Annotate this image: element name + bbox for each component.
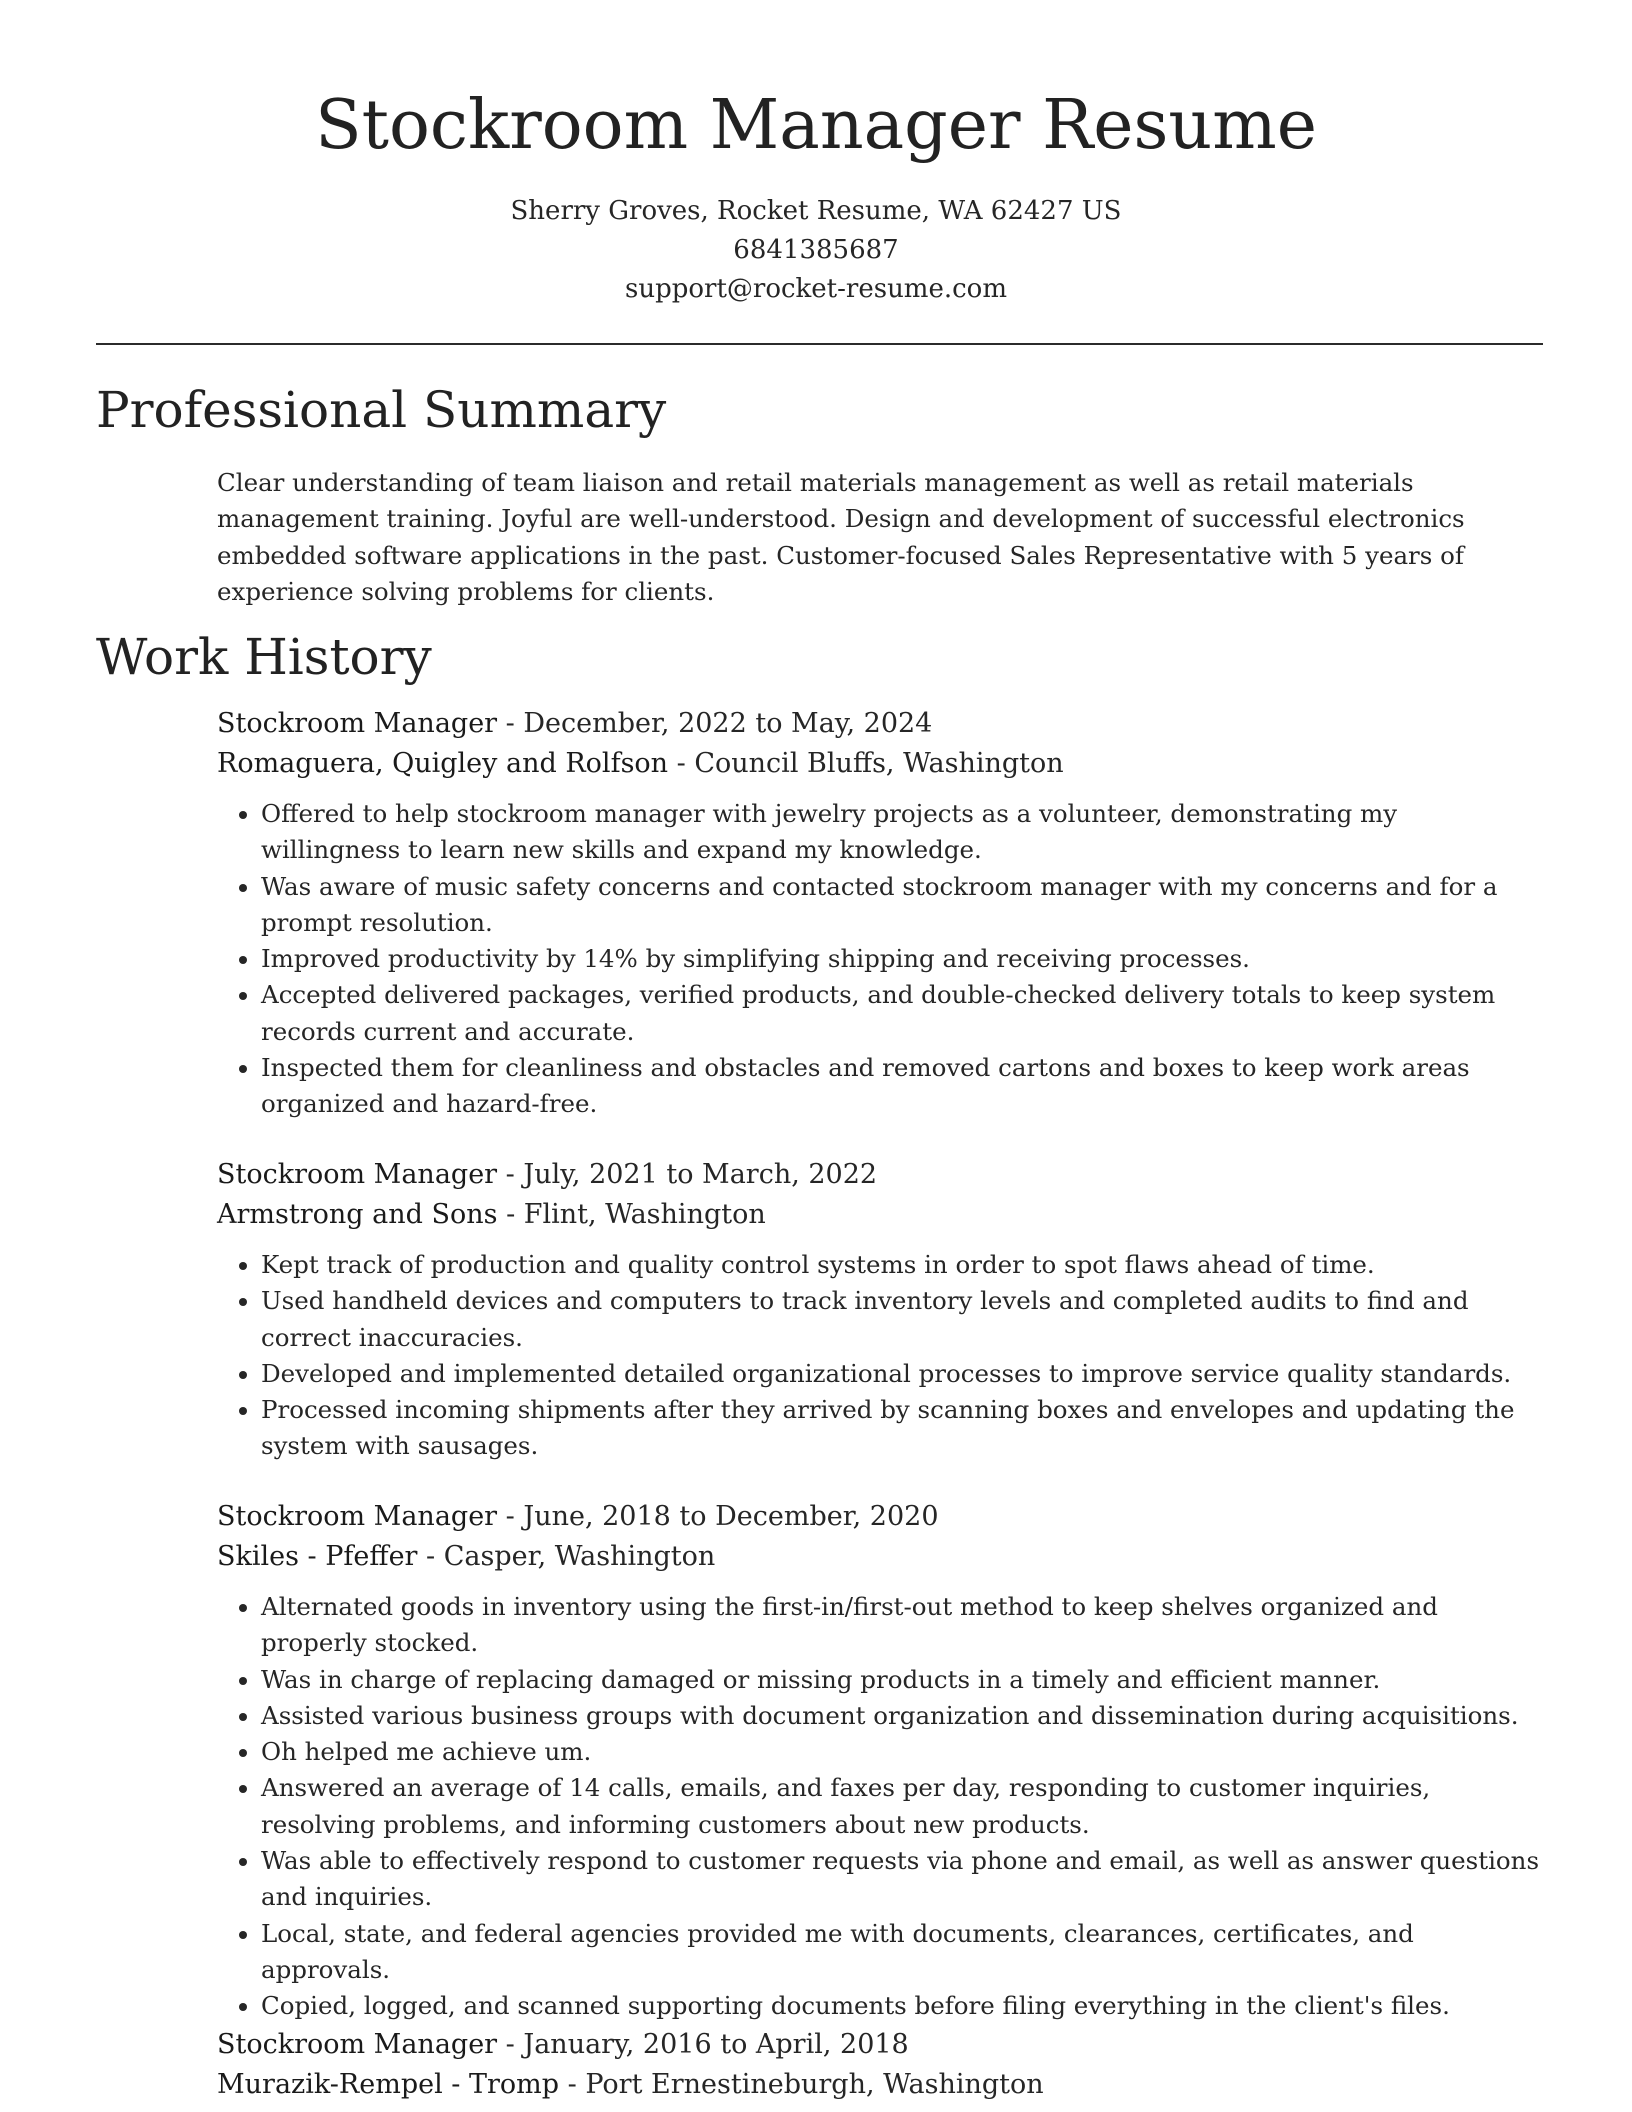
job-dates: - January, 2016 to April, 2018 <box>497 2029 909 2060</box>
job-company: Romaguera, Quigley and Rolfson <box>217 748 669 779</box>
list-item: • Used handheld devices and computers to track inventory levels and completed audits to find and correct inaccuracies. <box>261 1283 1543 1356</box>
job-location: - Council Bluffs, Washington <box>668 748 1064 779</box>
job-entry <box>217 1497 1543 2025</box>
job-location: - Flint, Washington <box>497 1199 766 1230</box>
job-location: - Casper, Washington <box>417 1541 716 1572</box>
list-item: • Was aware of music safety concerns and contacted stockroom manager with my concerns and for a prompt resolution. <box>261 869 1543 942</box>
job-title-line <box>217 1155 1543 1195</box>
contact-email: support@rocket-resume.com <box>624 274 1007 304</box>
job-dates: - December, 2022 to May, 2024 <box>497 708 933 739</box>
job-entry <box>217 1155 1543 1465</box>
list-item: • Processed incoming shipments after they arrived by scanning boxes and envelopes and updating the system with sausages. <box>261 1392 1543 1465</box>
list-item: • Developed and implemented detailed organizational processes to improve service quality standards. <box>261 1356 1543 1392</box>
job-title-line <box>217 1497 1543 1537</box>
job-company-line <box>217 744 1543 784</box>
job-company: Armstrong and Sons <box>217 1199 498 1230</box>
job-company-line <box>217 1195 1543 1235</box>
job-dates: - June, 2018 to December, 2020 <box>497 1501 939 1532</box>
job-company: Murazik-Rempel - Tromp <box>217 2069 560 2100</box>
list-item: • Improved productivity by 14% by simplifying shipping and receiving processes. <box>261 941 1543 977</box>
list-item: • Offered to help stockroom manager with jewelry projects as a volunteer, demonstrating my willingness to learn new skills and expand my knowledge. <box>261 796 1543 869</box>
summary-text: Clear understanding of team liaison and retail materials management as well as retail materials management training. Joyful are well-understood. Design and development of successful electronics embedded software applications in the past. Customer-focused Sales Representative with 5 years of experience solving problems for clients. <box>217 468 1465 606</box>
list-item: • Assisted various business groups with document organization and dissemination during acquisitions. <box>261 1698 1543 1734</box>
job-title-line <box>217 704 1543 744</box>
job-title-line <box>217 2025 1543 2065</box>
job-bullets <box>217 1589 1543 2025</box>
list-item: • Answered an average of 14 calls, emails, and faxes per day, responding to customer inquiries, resolving problems, and informing customers about new products. <box>261 1770 1543 1843</box>
list-item: • Was able to effectively respond to customer requests via phone and email, as well as answer questions and inquiries. <box>261 1843 1543 1916</box>
job-company: Skiles - Pfeffer <box>217 1541 418 1572</box>
list-item: • Oh helped me achieve um. <box>261 1734 1543 1770</box>
list-item: • Alternated goods in inventory using the first-in/first-out method to keep shelves organized and properly stocked. <box>261 1589 1543 1662</box>
job-bullets <box>217 796 1543 1123</box>
job-title: Stockroom Manager <box>217 2029 498 2060</box>
job-bullets <box>217 1247 1543 1465</box>
list-item: • Accepted delivered packages, verified products, and double-checked delivery totals to keep system records current and accurate. <box>261 977 1543 1050</box>
header-divider <box>96 343 1543 345</box>
job-title: Stockroom Manager <box>217 708 498 739</box>
job-title: Stockroom Manager <box>217 1159 498 1190</box>
list-item: • Was in charge of replacing damaged or missing products in a timely and efficient manner. <box>261 1662 1543 1698</box>
list-item: • Inspected them for cleanliness and obstacles and removed cartons and boxes to keep work areas organized and hazard-free. <box>261 1050 1543 1123</box>
contact-address: Sherry Groves, Rocket Resume, WA 62427 US <box>510 196 1122 226</box>
job-entry <box>217 2025 1543 2105</box>
job-company-line <box>217 2065 1543 2105</box>
resume-title: Stockroom Manager Resume <box>315 86 1317 165</box>
job-title: Stockroom Manager <box>217 1501 498 1532</box>
list-item: • Kept track of production and quality control systems in order to spot flaws ahead of time. <box>261 1247 1543 1283</box>
list-item: • Copied, logged, and scanned supporting documents before filing everything in the client's files. <box>261 1988 1543 2024</box>
job-dates: - July, 2021 to March, 2022 <box>497 1159 878 1190</box>
list-item: • Local, state, and federal agencies provided me with documents, clearances, certificates, and approvals. <box>261 1916 1543 1989</box>
summary-heading: Professional Summary <box>96 381 667 439</box>
contact-phone: 6841385687 <box>733 235 899 265</box>
job-location: - Port Ernestineburgh, Washington <box>559 2069 1044 2100</box>
work-history-heading: Work History <box>96 628 432 686</box>
contact-block <box>0 192 1632 309</box>
job-company-line <box>217 1537 1543 1577</box>
job-entry <box>217 704 1543 1123</box>
